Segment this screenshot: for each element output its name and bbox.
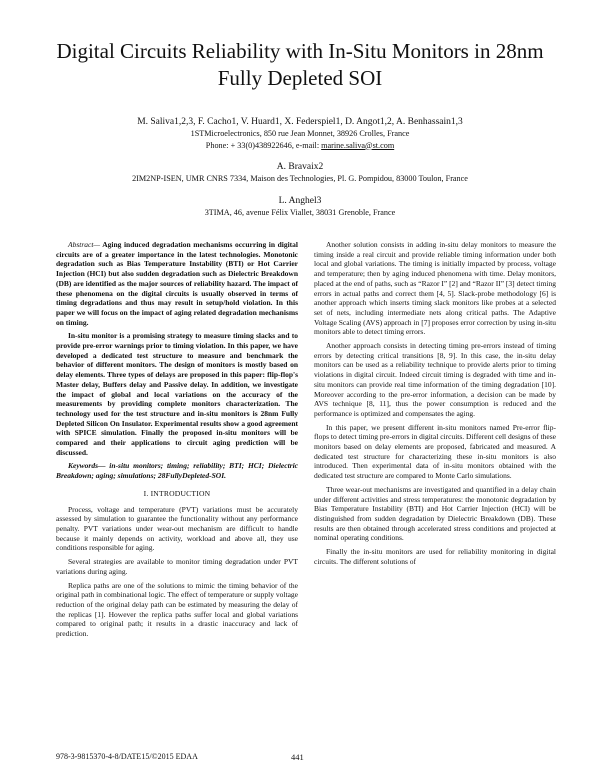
affiliation-3: 3TIMA, 46, avenue Félix Viallet, 38031 Grenoble, France	[204, 207, 396, 217]
abstract-lead: Abstract—	[68, 240, 101, 249]
paper-title: Digital Circuits Reliability with In-Situ Monitors in 28nm Fully Depleted SOI	[56, 39, 544, 90]
body-paragraph: Process, voltage and temperature (PVT) variations must be accurately assessed by simulation to guarantee the functionality without any performance penalty. PVT variations under wear-out mechanism are difficult to handle because it mainly depends on activity, workload and above all, they use conditions responsible for aging.	[56, 504, 298, 553]
page-number: 441	[291, 752, 304, 762]
keywords: Keywords— in-situ monitors; timing; reliability; BTI; HCI; Dielectric Breakdown; aging; simulations; 28FullyDepleted-SOI.	[56, 461, 298, 481]
affiliation-2: 2IM2NP-ISEN, UMR CNRS 7334, Maison des Technologies, Pl. G. Pompidou, 83000 Toulon, France	[132, 174, 468, 183]
section-heading-introduction: I. INTRODUCTION	[143, 488, 211, 498]
abstract-paragraph-1	[56, 240, 298, 327]
abstract-text-1: Aging induced degradation mechanisms occurring in digital circuits are of a greater importance in the latest technologies. Monotonic degradation such as Bias Temperature Instability (BTI) or Hot Carrier Injection (HCI) but also sudden degradation such as Dielectric Breakdown (DB) are identified as the major sources of reliability hazard. The impact of these phenomena on the digital circuits is usually observed in terms of timing degradations and thus may result in setup/hold violation. In this paper we will focus on the impact of aging related degradation mechanisms on timing.	[56, 240, 298, 327]
body-paragraph: Replica paths are one of the solutions to mimic the timing behavior of the original path in combinational logic. The effect of temperature or supply voltage reduction of the original delay path can be estimated by measuring the delay of the replicas [1]. However the replica paths suffer local and global variations compared to original path; it results in a drastic inaccuracy and lack of prediction.	[56, 580, 298, 639]
contact-prefix: Phone: + 33(0)438922646, e-mail:	[205, 140, 322, 150]
email-link[interactable]: marine.saliva@st.com	[321, 140, 395, 150]
body-paragraph: In this paper, we present different in-situ monitors named Pre-error flip-flops to detect timing pre-errors in digital circuits. Different cell designs of these monitors based on delay elements are proposed, fabricated and measured. A dedicated test structure for characterizing these in-situ monitors is also introduced. Then experimental data of in-situ monitors obtained with the dedicated test structure are compared to Monte Carlo simulations.	[314, 422, 556, 481]
author-names-group3: L. Anghel3	[278, 195, 322, 206]
affiliation-1: 1STMicroelectronics, 850 rue Jean Monnet, 38926 Crolles, France	[190, 129, 410, 138]
right-column	[314, 240, 556, 571]
body-paragraph: Three wear-out mechanisms are investigated and quantified in a delay chain under different activities and stress temperatures: the monotonic degradation by Bias Temperature Instability (BTI) and Hot Carrier Injection (HCI) will be distinguished from sudden degradation by Dielectric Breakdown (DB). These results are then obtained through accelerated stress conditions and projected at nominal operating conditions.	[314, 484, 556, 543]
body-paragraph: Another solution consists in adding in-situ delay monitors to measure the timing inside a real circuit and provide reliable timing information under both local and global variations. The timing is initially impacted by process, voltage and temperature; then by aging induced phenomena with time. Delay monitors, placed at the end of paths, such as “Razor I” [2] and “Razor II” [3] detect timing errors in actual paths and correct them [4, 5]. Slack-probe methodology [6] is another approach which inserts timing slack monitors like probes at a selected set of nets, including intermediate nets along critical paths. The Adaptive Voltage Scaling (AVS) approach in [7] proposes error correction by using in-situ monitors able to detect timing errors.	[314, 240, 556, 337]
author-names-group2: A. Bravaix2	[276, 162, 324, 172]
left-column	[56, 240, 298, 643]
body-paragraph: Several strategies are available to monitor timing degradation under PVT variations during aging.	[56, 557, 298, 576]
author-block	[40, 116, 560, 218]
body-paragraph: Another approach consists in detecting timing pre-errors instead of timing errors by detecting critical transitions [8, 9]. In this case, the in-situ delay monitors can be used as a reliability technique to provide alerts prior to timing violations in digital circuit. Indeed circuit timing is degraded with time and in-situ monitors can provide real time information of the timing degradation [10]. Moreover according to the pre-error information, a decision can be made by AVS technique [8, 11], thus the power consumption is reduced and the performance is optimized and compensates the aging.	[314, 341, 556, 418]
author-names-group1: M. Saliva1,2,3, F. Cacho1, V. Huard1, X. Federspiel1, D. Angot1,2, A. Benhassain1,3	[137, 117, 463, 127]
abstract-paragraph-2: In-situ monitor is a promising strategy to measure timing slacks and to provide pre-error warnings prior to timing violation. In this paper, we have developed a dedicated test structure to measure and benchmark the behavior of different monitors. The design of monitors is mostly based on delay elements. Three types of delays are proposed in this paper: flip-flop's Master delay, Buffers delay and Passive delay. In addition, we investigate the impact of global and local variations on the accuracy of the measurements by providing complete monitors characterization. The technology used for the test structure and in-situ monitors is 28nm Fully Depleted Silicon On Insulator. Experimental results show a good agreement with SPICE simulation. Finally the proposed in-situ monitors will be compared and their applications to circuit aging prediction will be discussed.	[56, 331, 298, 457]
footer-isbn: 978-3-9815370-4-8/DATE15/©2015 EDAA	[56, 752, 198, 761]
contact-line	[40, 140, 560, 152]
body-paragraph: Finally the in-situ monitors are used for reliability monitoring in digital circuits. The different solutions of	[314, 547, 556, 566]
